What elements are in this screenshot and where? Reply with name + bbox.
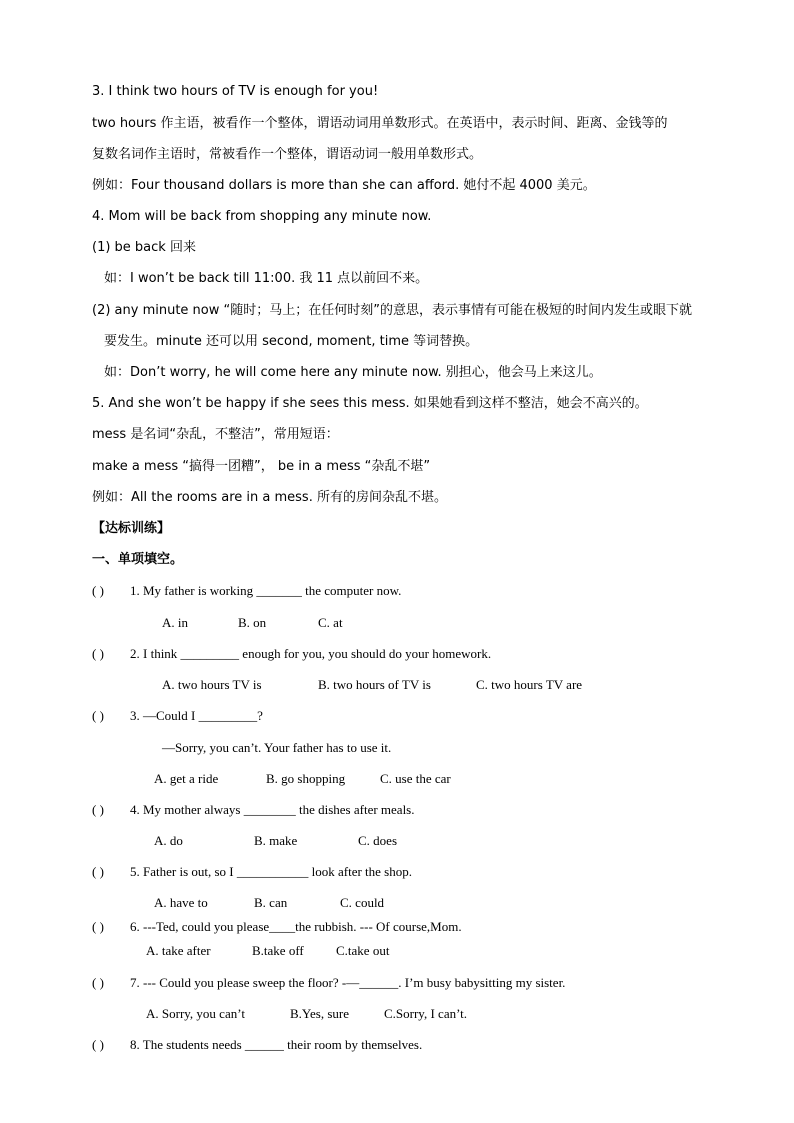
note-line: (2) any minute now “随时；马上；在任何时刻”的意思，表示事情有可能在极短的时间内发生或眼下就 xyxy=(92,303,692,318)
note-line: 5. And she won’t be happy if she sees this mess. 如果她看到这样不整洁，她会不高兴的。 xyxy=(92,396,648,411)
question-subline: —Sorry, you can’t. Your father has to use it. xyxy=(162,740,392,755)
question-stem: 1. My father is working _______ the computer now. xyxy=(130,583,402,598)
answer-blank[interactable]: ( ) xyxy=(92,975,104,990)
option-c[interactable]: C. could xyxy=(340,895,385,910)
note-line: two hours 作主语，被看作一个整体，谓语动词用单数形式。在英语中，表示时间、距离、金钱等的 xyxy=(92,116,668,131)
option-a[interactable]: A. take after xyxy=(146,943,211,958)
note-line: 如：Don’t worry, he will come here any minute now. 别担心，他会马上来这儿。 xyxy=(104,365,602,380)
option-c[interactable]: C.take out xyxy=(336,943,390,958)
note-line: 如：I won’t be back till 11:00. 我 11 点以前回不来。 xyxy=(104,271,429,286)
note-line: (1) be back 回来 xyxy=(92,240,196,255)
option-a[interactable]: A. do xyxy=(154,833,183,848)
option-c[interactable]: C.Sorry, I can’t. xyxy=(384,1006,468,1021)
answer-blank[interactable]: ( ) xyxy=(92,708,104,723)
question-stem: 6. ---Ted, could you please____the rubbish. --- Of course,Mom. xyxy=(130,919,462,934)
option-b[interactable]: B. make xyxy=(254,833,298,848)
answer-blank[interactable]: ( ) xyxy=(92,646,104,661)
option-c[interactable]: C. two hours TV are xyxy=(476,677,583,692)
note-line: 3. I think two hours of TV is enough for you! xyxy=(92,84,379,99)
option-b[interactable]: B. on xyxy=(238,615,267,630)
option-b[interactable]: B.Yes, sure xyxy=(290,1006,349,1021)
question-stem: 8. The students needs ______ their room by themselves. xyxy=(130,1037,423,1052)
option-c[interactable]: C. at xyxy=(318,615,343,630)
option-c[interactable]: C. use the car xyxy=(380,771,451,786)
note-line: mess 是名词“杂乱，不整洁”，常用短语： xyxy=(92,427,339,442)
question-stem: 7. --- Could you please sweep the floor? -—______. I’m busy babysitting my sister. xyxy=(130,975,566,990)
note-line: 例如：Four thousand dollars is more than she can afford. 她付不起 4000 美元。 xyxy=(92,178,596,193)
answer-blank[interactable]: ( ) xyxy=(92,864,104,879)
answer-blank[interactable]: ( ) xyxy=(92,583,104,598)
option-a[interactable]: A. have to xyxy=(154,895,208,910)
answer-blank[interactable]: ( ) xyxy=(92,1037,104,1052)
question-stem: 2. I think _________ enough for you, you should do your homework. xyxy=(130,646,492,661)
answer-blank[interactable]: ( ) xyxy=(92,919,104,934)
part-title: 一、单项填空。 xyxy=(92,552,184,567)
option-b[interactable]: B. two hours of TV is xyxy=(318,677,431,692)
section-title: 【达标训练】 xyxy=(92,521,171,536)
note-line: 要发生。minute 还可以用 second, moment, time 等词替换。 xyxy=(104,334,479,349)
option-c[interactable]: C. does xyxy=(358,833,397,848)
note-line: 4. Mom will be back from shopping any minute now. xyxy=(92,209,432,224)
note-line: 复数名词作主语时，常被看作一个整体，谓语动词一般用单数形式。 xyxy=(92,147,483,162)
question-stem: 5. Father is out, so I ___________ look after the shop. xyxy=(130,864,412,879)
note-line: 例如：All the rooms are in a mess. 所有的房间杂乱不堪。 xyxy=(92,490,447,505)
question-stem: 3. —Could I _________? xyxy=(130,708,263,723)
option-a[interactable]: A. in xyxy=(162,615,188,630)
answer-blank[interactable]: ( ) xyxy=(92,802,104,817)
option-a[interactable]: A. Sorry, you can’t xyxy=(146,1006,245,1021)
question-stem: 4. My mother always ________ the dishes after meals. xyxy=(130,802,415,817)
option-a[interactable]: A. two hours TV is xyxy=(162,677,262,692)
option-b[interactable]: B. can xyxy=(254,895,288,910)
option-b[interactable]: B. go shopping xyxy=(266,771,346,786)
option-a[interactable]: A. get a ride xyxy=(154,771,219,786)
option-b[interactable]: B.take off xyxy=(252,943,304,958)
note-line: make a mess “搞得一团糟”， be in a mess “杂乱不堪” xyxy=(92,459,431,474)
